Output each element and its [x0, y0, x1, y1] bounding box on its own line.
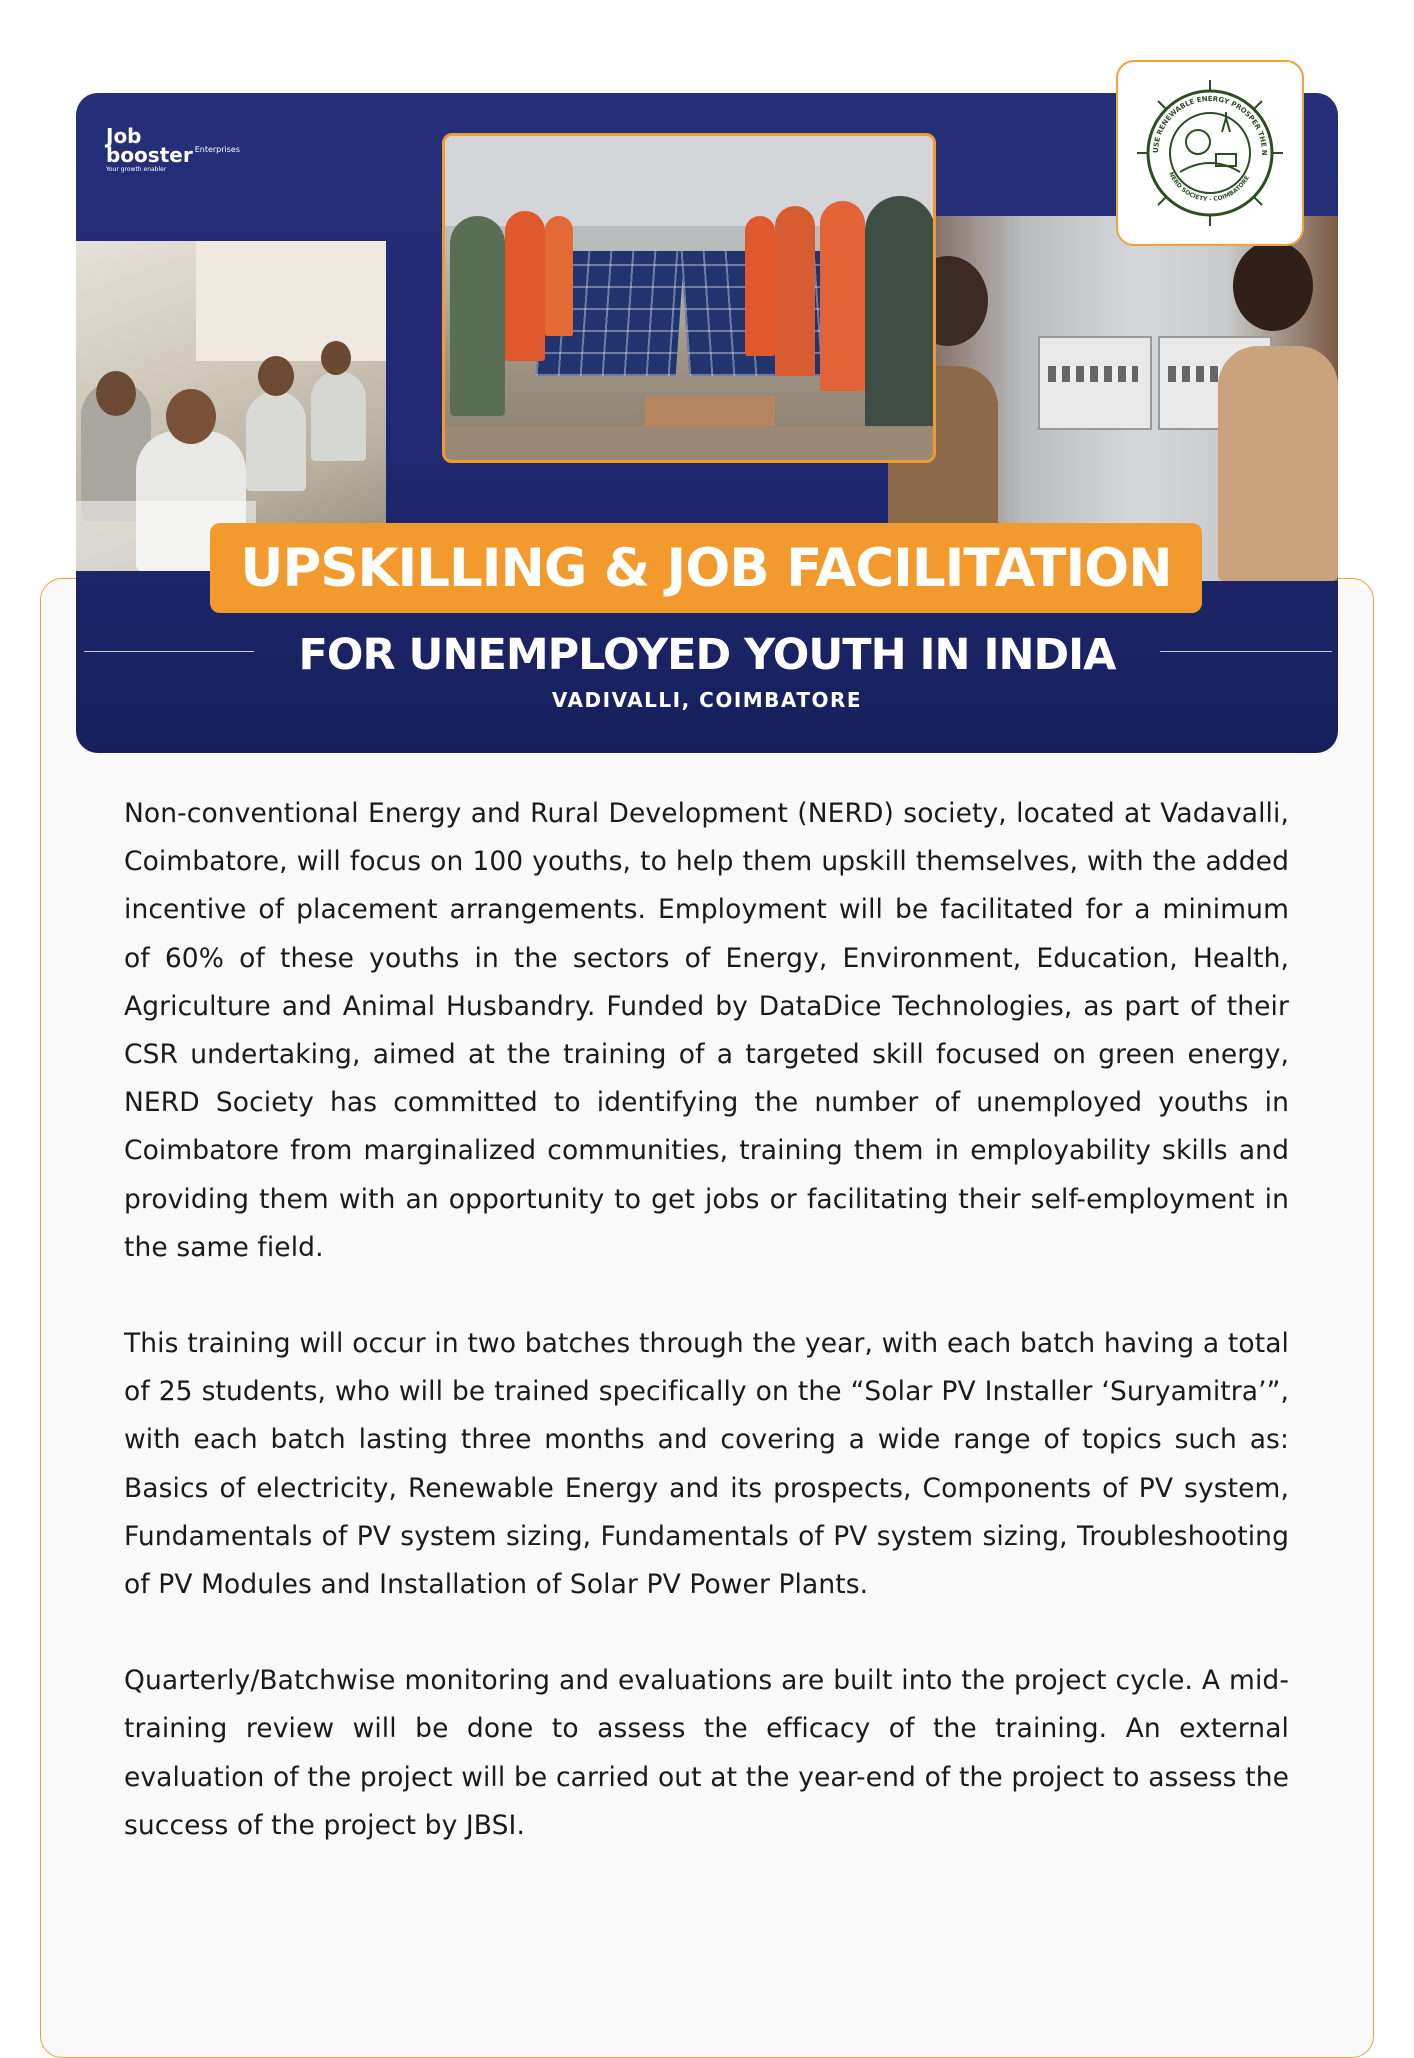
paragraph-1: Non-conventional Energy and Rural Development (NERD) society, located at Vadavalli, Coimbatore, will focus on 100 youths, to help them upskill themselves, with the added incentive of placement arrangements. Employment will be facilitated for a minimum of 60% of these youths in the sectors of Energy, Environment, Education, Health, Agriculture and Animal Husbandry. Funded by DataDice Technologies, as part of their CSR undertaking, aimed at the training of a targeted skill focused on green energy, NERD Society has committed to identifying the number of unemployed youths in Coimbatore from marginalized communities, training them in employability skills and providing them with an opportunity to get jobs or facilitating their self-employment in the same field.: [124, 798, 1289, 1263]
svg-text:USE RENEWABLE ENERGY PROSPER T: [1118, 62, 1268, 156]
logo-suffix: Enterprises: [194, 145, 241, 154]
logo-line-2: booster: [106, 143, 193, 167]
logo-line-1: Job: [106, 124, 142, 148]
subheadline: FOR UNEMPLOYED YOUTH IN INDIA: [298, 630, 1116, 680]
seal-bottom-text: NERD SOCIETY - COIMBATORE: [1167, 171, 1251, 204]
paragraph-2: This training will occur in two batches through the year, with each batch having a total of 25 students, who will be trained specifically on the “Solar PV Installer ‘Suryamitra’”, with each batch lasting three months and covering a wide range of topics such as: Basics of electricity, Renewable Energy and its prospects, Components of PV system, Fundamentals of PV system sizing, Fundamentals of PV system sizing, Troubleshooting of PV Modules and Installation of Solar PV Power Plants.: [124, 1328, 1289, 1601]
body-text: [124, 790, 1289, 1898]
seal-ring-text: USE RENEWABLE ENERGY PROSPER THE N: [1151, 94, 1269, 156]
nerd-society-seal: [1116, 60, 1304, 246]
subheadline-row: [0, 630, 1414, 680]
job-booster-logo: [106, 124, 241, 173]
paragraph-3: Quarterly/Batchwise monitoring and evaluations are built into the project cycle. A mid-training review will be done to assess the efficacy of the training. An external evaluation of the project will be carried out at the year-end of the project to assess the success of the project by JBSI.: [124, 1665, 1289, 1841]
classroom-photo: [76, 241, 386, 571]
logo-tagline: Your growth enabler: [106, 166, 167, 173]
nerd-seal-icon: [1118, 62, 1302, 244]
headline: UPSKILLING & JOB FACILITATION: [240, 537, 1172, 599]
solar-panel-team-photo: [442, 133, 936, 463]
location: VADIVALLI, COIMBATORE: [551, 688, 863, 712]
svg-text:NERD SOCIETY - COIMBATORE: [1167, 171, 1251, 203]
headline-box: [210, 523, 1202, 613]
